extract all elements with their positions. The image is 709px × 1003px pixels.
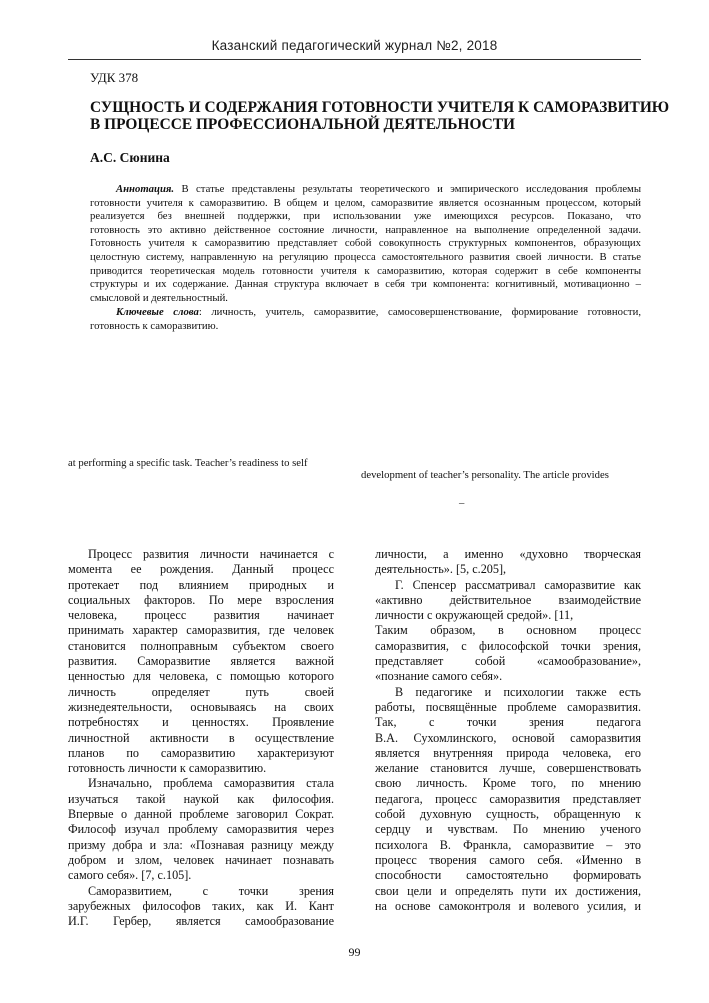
body-line: изучаться такой наукой как философия.: [68, 791, 334, 806]
body-line: Философ изучал проблему саморазвития через: [68, 822, 334, 837]
body-line: свою личность. Кроме того, по мнению: [375, 776, 641, 791]
body-line: личности с окружающей средой». [11,: [375, 608, 574, 623]
english-dash: –: [459, 497, 465, 509]
body-line: является внутренняя природа человека, его: [375, 745, 641, 760]
body-line: «активно действительное взаимодействие: [375, 592, 641, 607]
body-line: психолога В. Франкла, саморазвитие – это: [375, 837, 641, 852]
annotation-line: Готовность учителя к саморазвитию представляет собой совокупность структурных компонентов, образующих: [90, 237, 641, 250]
body-line: процесс творения самого себя. «Именно в: [375, 852, 641, 867]
body-line: работы, посвящённые проблеме саморазвития.: [375, 699, 641, 714]
body-line: самого себя». [7, с.105].: [68, 868, 192, 883]
english-fragment: at performing a specific task. Teacher’s readiness to self: [68, 457, 308, 469]
annotation-line: структуры и их содержание. Данная структура включает в себя три компонента: когнитивный, мотивационно –: [90, 278, 641, 291]
body-right-column: [375, 547, 641, 914]
annotation-line: готовности учителя к саморазвитию. В общем и целом, саморазвитие является осознанным процессом, который: [90, 196, 641, 209]
body-left-column: [68, 547, 334, 929]
body-line: готовность личности к саморазвитию.: [68, 761, 267, 776]
page-number: 99: [348, 945, 361, 959]
body-line: Изначально, проблема саморазвития стала: [88, 776, 334, 791]
annotation-line: смысловой и деятельностный.: [90, 291, 228, 304]
annotation-line: реализуется без внешней поддержки, при использовании уже имеющихся ресурсов. Показано, что: [90, 210, 641, 223]
english-fragment: development of teacher’s personality. The article provides: [361, 469, 609, 481]
body-line: призму добра и зла: «Познавая разницу между: [68, 837, 334, 852]
body-line: ценностью для человека, с помощью которого: [68, 669, 334, 684]
body-line: Процесс развития личности начинается с: [88, 547, 334, 561]
body-line: личностной активности в осуществление: [68, 730, 334, 745]
annotation-line: приводится теоретическая модель готовности учителя к саморазвитию, которая содержит в себе компоненты: [90, 264, 641, 277]
title-line: СУЩНОСТЬ И СОДЕРЖАНИЯ ГОТОВНОСТИ УЧИТЕЛЯ К САМОРАЗВИТИЮ: [90, 99, 670, 116]
author-name: А.С. Сюнина: [90, 150, 170, 165]
annotation-label: Аннотация.: [116, 183, 175, 195]
body-line: личность определяет путь своей: [68, 684, 334, 699]
body-line: свои цели и определять пути их достижения,: [375, 883, 641, 898]
body-line: «познание самого себя».: [375, 669, 503, 684]
body-line: социальных факторов. По мере взросления: [68, 592, 334, 607]
body-line: становится полноправным субъектом своего: [68, 638, 334, 653]
body-line: В.А. Сухомлинского, основой саморазвития: [375, 730, 641, 745]
udk-code: УДК 378: [90, 70, 139, 85]
body-line: Саморазвитием, с точки зрения: [88, 883, 334, 898]
body-line: деятельность». [5, с.205],: [375, 562, 507, 577]
journal-header: Казанский педагогический журнал №2, 2018: [211, 38, 498, 53]
keywords-line: готовность к саморазвитию.: [90, 319, 219, 332]
article-title: [90, 99, 670, 133]
annotation-block: [90, 183, 641, 305]
body-line: желание становится лучше, совершенствовать: [375, 761, 641, 776]
body-line: способности самостоятельно формировать: [375, 868, 641, 883]
body-line: человека, процесс развития начинает: [68, 608, 334, 623]
body-line: В педагогике и психологии также есть: [395, 684, 641, 699]
body-line: момента ее рождения. Данный процесс: [68, 562, 334, 577]
body-line: личности, а именно «духовно творческая: [375, 547, 641, 561]
body-line: добром и злом, человек начинает познавать: [68, 852, 334, 867]
header-rule: [68, 59, 641, 60]
body-line: развития. Саморазвитие является важной: [68, 654, 334, 669]
body-line: протекает под влиянием природных и: [68, 577, 334, 592]
body-line: потребностях и ценностях. Проявление: [68, 715, 334, 730]
body-line: саморазвития, с философской точки зрения,: [375, 638, 641, 653]
body-line: Таким образом, в основном процесс: [375, 623, 641, 638]
title-line: В ПРОЦЕССЕ ПРОФЕССИОНАЛЬНОЙ ДЕЯТЕЛЬНОСТИ: [90, 116, 515, 133]
keywords-text: : личность, учитель, саморазвитие, самосовершенствование, формирование готовности,: [198, 306, 641, 318]
body-line: принимать характер саморазвития, где человек: [68, 623, 334, 638]
annotation-line: [90, 183, 641, 197]
body-line: планов по саморазвитию характеризуют: [68, 745, 334, 760]
annotation-line: готовность это активно действенное состояние личности, направленное на выполнение определенной задачи.: [90, 223, 641, 236]
body-line: представляет собой «самообразование»,: [375, 654, 641, 669]
annotation-text: В статье представлены результаты теоретического и эмпирического исследования проблемы: [181, 183, 642, 195]
keywords-label: Ключевые слова: [116, 306, 199, 318]
keywords-line: [90, 306, 641, 320]
body-line: Г. Спенсер рассматривал саморазвитие как: [395, 577, 641, 592]
body-line: зарубежных философов таких, как И. Кант: [68, 898, 334, 913]
body-line: собой духовную сущность, обращенную к: [375, 807, 641, 822]
body-line: педагога, процесс саморазвития представляет: [375, 791, 641, 806]
annotation-line: целостную систему, направленную на регуляцию процесса самостоятельного развития своей личности. В статье: [90, 250, 641, 263]
body-line: жизнедеятельности, основываясь на своих: [68, 699, 334, 714]
body-line: на основе самоконтроля и волевого усилия, и: [375, 898, 641, 913]
body-line: сердцу и чувствам. По мнению ученого: [375, 822, 641, 837]
body-line: И.Г. Гербер, является самообразование: [68, 914, 334, 929]
body-line: Так, с точки зрения педагога: [375, 715, 641, 730]
keywords-block: [90, 306, 641, 333]
body-line: Впервые о данной проблеме заговорил Сократ.: [68, 807, 334, 822]
